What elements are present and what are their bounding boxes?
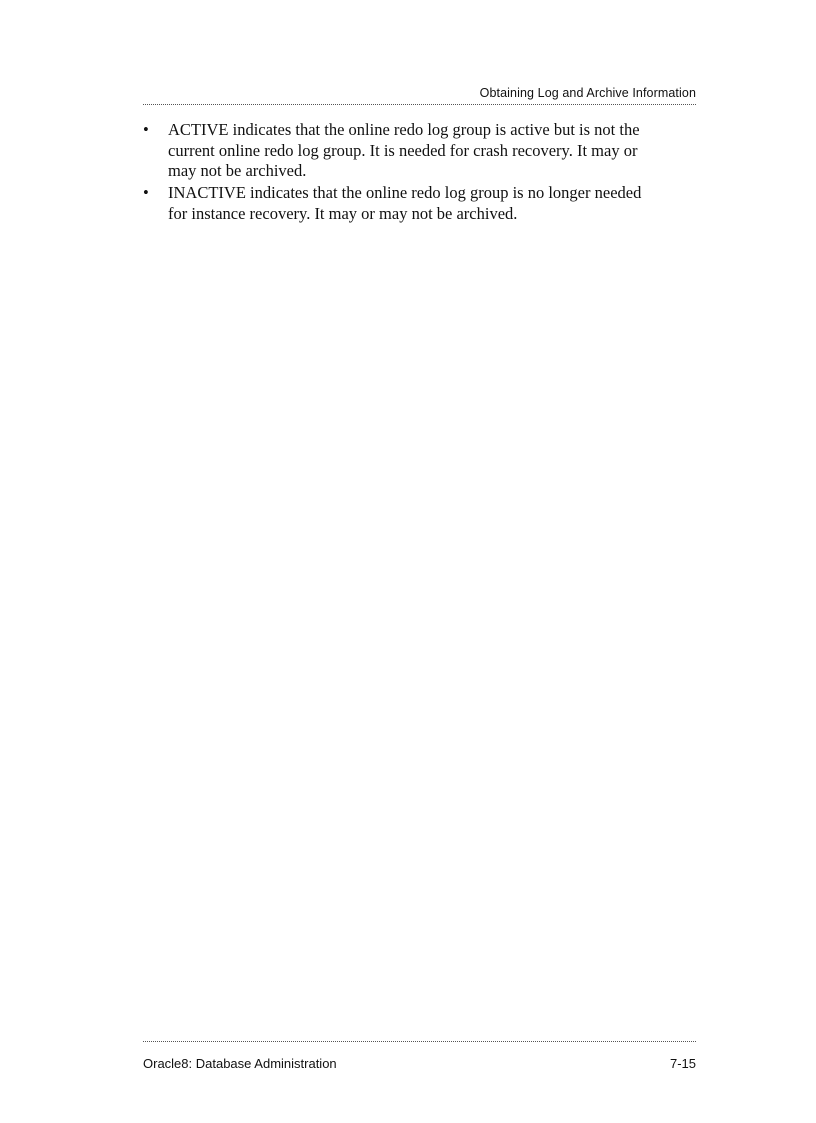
- status-description-list: [143, 120, 643, 226]
- list-item-text: ACTIVE indicates that the online redo log group is active but is not the current online redo log group. It is needed for crash recovery. It may or may not be archived.: [168, 120, 640, 180]
- bullet-icon: •: [143, 120, 149, 139]
- section-title: Obtaining Log and Archive Information: [479, 86, 696, 100]
- list-item: [143, 120, 643, 182]
- book-title: Oracle8: Database Administration: [143, 1056, 337, 1071]
- running-footer: [143, 1041, 696, 1076]
- list-item: [143, 183, 643, 224]
- bullet-icon: •: [143, 183, 149, 202]
- running-header: [143, 84, 696, 105]
- page-number: 7-15: [669, 1056, 696, 1071]
- list-item-text: INACTIVE indicates that the online redo log group is no longer needed for instance recovery. It may or may not be archived.: [168, 183, 642, 223]
